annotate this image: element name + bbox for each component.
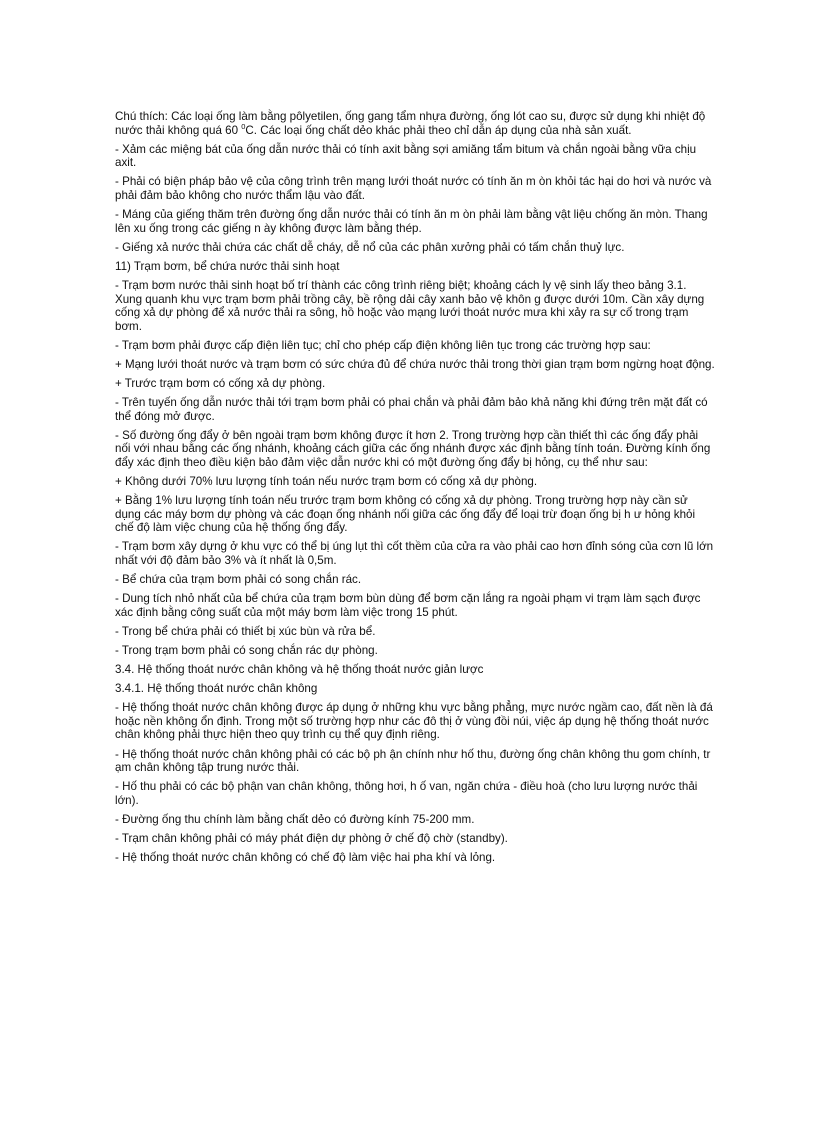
- paragraph-outlet-seal: - Giếng xả nước thải chứa các chất dễ cháy, dễ nổ của các phân xưởng phải có tấm chắn thuỷ lực.: [115, 240, 625, 254]
- paragraph-manhole-channel: - Máng của giếng thăm trên đường ống dẫn nước thải có tính ăn m òn phải làm bằng vật liệu chống ăn mòn. Thang lên xu ống trong các giếng n ày không được làm bằng thép.: [115, 208, 708, 235]
- paragraph-corrosion-protection: - Phải có biện pháp bảo vệ của công trình trên mạng lưới thoát nước có tính ăn m òn khỏi tác hại do hơi và nước và phải đảm bảo không cho nước thẩm lậu vào đất.: [115, 175, 712, 202]
- paragraph-flow-1: + Bằng 1% lưu lượng tính toán nếu trước trạm bơm không có cống xả dự phòng. Trong trường hợp này cần sử dụng các máy bơm dự phòng và các đoạn ống nhánh nối giữa các ống đẩy để loại trừ đoạn ống bị h ư hỏng khỏi chế độ làm việc chung của hệ thống ống đẩy.: [115, 494, 696, 535]
- paragraph-tank-equipment: - Trong bể chứa phải có thiết bị xúc bùn và rửa bể.: [115, 624, 376, 638]
- section-heading-3-4: 3.4. Hệ thống thoát nước chân không và hệ thống thoát nước giản lược: [115, 663, 484, 677]
- note-text-before: Chú thích: Các loại ống làm bằng pôlyetilen, ống gang tẩm nhựa đường, ống lót cao su, được sử dụng khi nhiệt độ nước thải không quá 60: [115, 110, 706, 137]
- paragraph-gate-valve: - Trên tuyến ống dẫn nước thải tới trạm bơm phải có phai chắn và phải đảm bảo khả năng khi đứng trên mặt đất có thể đóng mở được.: [115, 396, 708, 423]
- paragraph-acid-joint: - Xảm các miệng bát của ống dẫn nước thải có tính axit bằng sợi amiăng tẩm bitum và chắn ngoài bằng vữa chịu axit.: [115, 142, 697, 170]
- paragraph-vacuum-components: - Hệ thống thoát nước chân không phải có các bộ ph ận chính như hố thu, đường ống chân không thu gom chính, tr ạm chân không tập trung nước thải.: [115, 747, 711, 775]
- paragraph-power-supply: - Trạm bơm phải được cấp điện liên tục; chỉ cho phép cấp điện không liên tục trong các trường hợp sau:: [115, 338, 651, 352]
- paragraph-vacuum-application: - Hệ thống thoát nước chân không được áp dụng ở những khu vực bằng phẳng, mực nước ngầm cao, đất nền là đá hoặc nền không ổn định. Trong một số trường hợp như các đô thị ở vùng đồi núi, việc áp dụng hệ thống thoát nước chân không phải thực hiện theo quy trình cụ thể quy định riêng.: [115, 701, 713, 742]
- paragraph-flow-70: + Không dưới 70% lưu lượng tính toán nếu nước trạm bơm có cống xả dự phòng.: [115, 475, 538, 489]
- paragraph-bypass-condition: + Trước trạm bơm có cống xả dự phòng.: [115, 377, 326, 390]
- paragraph-screen: - Bể chứa của trạm bơm phải có song chắn rác.: [115, 573, 362, 587]
- degree-superscript: 0: [241, 121, 246, 131]
- document-page: [115, 110, 715, 870]
- section-heading-pump-station: 11) Trạm bơm, bể chứa nước thải sinh hoạt: [115, 259, 340, 273]
- paragraph-capacity-condition: + Mạng lưới thoát nước và trạm bơm có sức chứa đủ để chứa nước thải trong thời gian trạm bơm ngừng hoạt động.: [115, 357, 715, 371]
- paragraph-two-phase: - Hệ thống thoát nước chân không có chế độ làm việc hai pha khí và lỏng.: [115, 851, 496, 865]
- paragraph-tank-volume: - Dung tích nhỏ nhất của bể chứa của trạm bơm bùn dùng để bơm cặn lắng ra ngoài phạm vi trạm làm sạch được xác định bằng công suất của một máy bơm làm việc trong 15 phút.: [115, 592, 701, 619]
- paragraph-vacuum-station: - Trạm chân không phải có máy phát điện dự phòng ở chế độ chờ (standby).: [115, 832, 508, 846]
- note-paragraph: [115, 110, 715, 137]
- paragraph-backup-screen: - Trong trạm bơm phải có song chắn rác dự phòng.: [115, 644, 378, 657]
- paragraph-flood-area: - Trạm bơm xây dựng ở khu vực có thể bị úng lụt thì cốt thềm của cửa ra vào phải cao hơn đỉnh sóng của cơn lũ lớn nhất với độ đảm bảo 3% và ít nhất là 0,5m.: [115, 540, 714, 568]
- paragraph-pump-station-layout: - Trạm bơm nước thải sinh hoạt bố trí thành các công trình riêng biệt; khoảng cách ly vệ sinh lấy theo bảng 3.1. Xung quanh khu vực trạm bơm phải trồng cây, bề rộng dải cây xanh bảo vệ khôn g được dưới 10m. Cần xây dựng cống xả dự phòng để xả nước thải ra sông, hồ hoặc vào mạng lưới thoát nước mưa khi xảy ra sự cố trong trạm bơm.: [115, 278, 705, 333]
- section-heading-3-4-1: 3.4.1. Hệ thống thoát nước chân không: [115, 682, 318, 696]
- paragraph-collection-pit: - Hố thu phải có các bộ phận van chân không, thông hơi, h ố van, ngăn chứa - điều hoà (cho lưu lượng nước thải lớn).: [115, 780, 698, 807]
- paragraph-discharge-pipes: - Số đường ống đẩy ở bên ngoài trạm bơm không được ít hơn 2. Trong trường hợp cần thiết thì các ống đẩy phải nối với nhau bằng các ống nhánh, khoảng cách giữa các ống nhánh được xác định bằng tính toán. Đường kính ống đẩy xác định theo điều kiện bảo đảm việc dẫn nước khi có một đường ống đẩy bị hỏng, cụ thể như sau:: [115, 428, 711, 469]
- paragraph-main-pipe: - Đường ống thu chính làm bằng chất dẻo có đường kính 75-200 mm.: [115, 812, 475, 826]
- note-text-after: C. Các loại ống chất dẻo khác phải theo chỉ dẫn áp dụng của nhà sản xuất.: [245, 123, 632, 137]
